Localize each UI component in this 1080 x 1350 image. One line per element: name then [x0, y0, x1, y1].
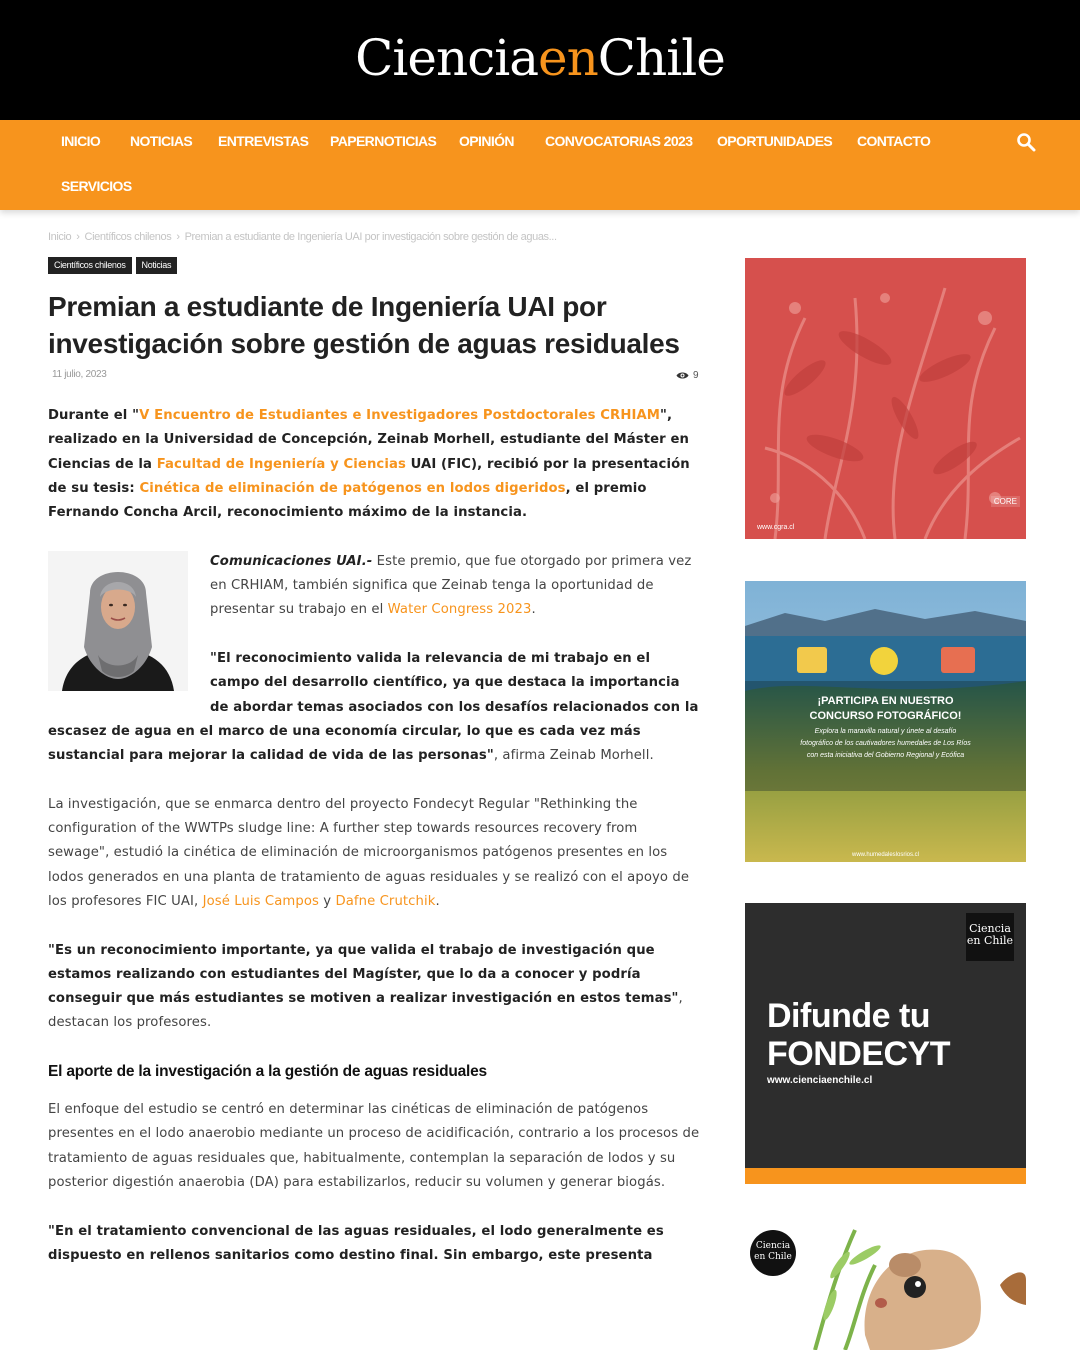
nav-item-inicio[interactable]: INICIO: [61, 133, 101, 149]
article-paragraph-4: "Es un reconocimiento importante, ya que valida el trabajo de investigación que estamos realizando con estudiantes del Magíster, que lo da a conocer y podría conseguir que más estudiantes se motiven a realizar investigación en estos temas", destacan los profesores.: [48, 942, 683, 1031]
sidebar-ad-difunde-fondecyt[interactable]: [745, 903, 1026, 1184]
breadcrumb-current: Premian a estudiante de Ingeniería UAI por investigación sobre gestión de aguas...: [184, 231, 557, 243]
nav-item-noticias[interactable]: NOTICIAS: [130, 133, 193, 149]
nav-item-oportunidades[interactable]: OPORTUNIDADES: [717, 133, 833, 149]
ad-body-3: con esta iniciativa del Gobierno Regional y Ecófica: [806, 752, 965, 759]
tag-cientificos-chilenos[interactable]: Científicos chilenos: [48, 257, 132, 274]
nav-item-servicios[interactable]: SERVICIOS: [61, 178, 132, 194]
link-facultad-ingenieria[interactable]: Facultad de Ingeniería y Ciencias: [156, 456, 406, 472]
ad-url: www.cienciaenchile.cl: [767, 1075, 873, 1086]
link-water-congress[interactable]: Water Congress 2023: [387, 602, 532, 618]
logo-region-los-rios: [797, 647, 827, 673]
breadcrumb: [48, 231, 557, 243]
link-jose-luis-campos[interactable]: José Luis Campos: [202, 893, 319, 909]
nav-item-contacto[interactable]: CONTACTO: [857, 133, 931, 149]
view-count: [676, 370, 699, 381]
ad-url: www.cgra.cl: [757, 524, 795, 531]
site-logo[interactable]: CienciaenChile: [355, 29, 725, 87]
breadcrumb-category[interactable]: Científicos chilenos: [84, 231, 172, 243]
cienciaenchile-logo: Ciencia en Chile: [966, 913, 1014, 961]
botanical-illustration: [745, 258, 1026, 539]
ad-url: www.humedaleslosrios.cl: [851, 852, 920, 858]
nav-item-papernoticias[interactable]: PAPERNOTICIAS: [330, 133, 437, 149]
ad-headline-2: FONDECYT: [767, 1035, 950, 1073]
article-body: [48, 404, 700, 1292]
category-tags: [48, 257, 177, 274]
ad-body-1: Explora la maravilla natural y únete al desafío: [814, 728, 957, 735]
link-tesis[interactable]: Cinética de eliminación de patógenos en lodos digeridos: [139, 480, 566, 496]
ad-brand-logo: CORE: [991, 496, 1020, 507]
link-dafne-crutchik[interactable]: Dafne Crutchik: [335, 893, 436, 909]
ad-body-2: fotográfico de los cautivadores humedales de Los Ríos: [800, 740, 971, 747]
eye-icon: [676, 371, 689, 380]
sidebar-ad-core[interactable]: [745, 258, 1026, 539]
view-count-value: 9: [693, 370, 699, 381]
logo-humedales-los-rios: [870, 647, 898, 675]
monito-del-monte-illustration: [745, 1225, 1026, 1350]
sidebar-ad-concurso-fotografico[interactable]: [745, 581, 1026, 862]
site-header: [0, 0, 1080, 120]
article-subheading: El aporte de la investigación a la gestión de aguas residuales: [48, 1063, 487, 1081]
article-paragraph-6: "En el tratamiento convencional de las aguas residuales, el lodo generalmente es dispuesto en rellenos sanitarios como destino final. Sin embargo, este presenta: [48, 1223, 664, 1263]
article-paragraph-3: La investigación, que se enmarca dentro del proyecto Fondecyt Regular "Rethinking the configuration of the WWTPs sludge line: A further step towards resources recovery from sewage", estudió la cinética de eliminación de microorganismos patógenos presentes en los lodos generados en una planta de tratamiento de aguas residuales y se realizó con el apoyo de los profesores FIC UAI, José Luis Campos y Dafne Crutchik.: [48, 796, 690, 909]
sidebar-ad-ciencia-animal[interactable]: [745, 1225, 1026, 1350]
article-paragraph-1: Comunicaciones UAI.- Este premio, que fue otorgado por primera vez en CRHIAM, también significa que Zeinab tenga la oportunidad de presentar su trabajo en el Water Congress 2023.: [210, 553, 692, 618]
tag-noticias[interactable]: Noticias: [136, 257, 178, 274]
ad-footer-bar: [745, 1168, 1026, 1184]
article-paragraph-5: El enfoque del estudio se centró en determinar las cinéticas de eliminación de patógenos presentes en el lodo anaerobio mediante un proceso de acidificación, contrario a los procesos de tratamiento de aguas residuales que, habitualmente, contemplan la separación de lodos y su posterior digestión anaerobia (DA) para estabilizarlos, reducir su volumen y generar biogás.: [48, 1102, 700, 1190]
link-encuentro-crhiam[interactable]: V Encuentro de Estudiantes e Investigadores Postdoctorales CRHIAM: [139, 408, 660, 423]
article-date: 11 julio, 2023: [52, 369, 107, 380]
article-lead: Durante el "V Encuentro de Estudiantes e Investigadores Postdoctorales CRHIAM", realizado en la Universidad de Concepción, Zeinab Morhell, estudiante del Máster en Ciencias de la Facultad de Ingeniería y Ciencias UAI (FIC), recibió por la presentación de su tesis: Cinética de eliminación de patógenos en lodos digeridos, el premio Fernando Concha Arcil, reconocimiento máximo de la instancia.: [48, 408, 690, 521]
ad-headline-2: CONCURSO FOTOGRÁFICO!: [809, 710, 962, 722]
breadcrumb-home[interactable]: Inicio: [48, 231, 72, 243]
logo-ecofica: [941, 647, 975, 673]
article-paragraph-2: "El reconocimiento valida la relevancia de mi trabajo en el campo del desarrollo científico, ya que destaca la importancia de abordar temas asociados con los desafíos relacionados con la escasez de agua en el marco de una economía circular, lo que es cada vez más sustancial para mejorar la calidad de vida de las personas", afirma Zeinab Morhell.: [48, 650, 699, 764]
nav-item-opinion[interactable]: OPINIÓN: [459, 133, 514, 149]
breadcrumb-separator: ›: [76, 231, 80, 243]
ad-headline-1: Difunde tu: [767, 997, 931, 1035]
nav-item-entrevistas[interactable]: ENTREVISTAS: [218, 133, 309, 149]
article-title: Premian a estudiante de Ingeniería UAI por investigación sobre gestión de aguas residuales: [48, 291, 680, 359]
main-nav: [0, 120, 1080, 210]
ad-headline-1: ¡PARTICIPA EN NUESTRO: [817, 695, 954, 707]
author-photo: [48, 551, 188, 691]
breadcrumb-separator: ›: [176, 231, 180, 243]
nav-item-convocatorias[interactable]: CONVOCATORIAS 2023: [545, 133, 693, 149]
search-icon[interactable]: [1016, 132, 1036, 152]
cienciaenchile-logo: Ciencia en Chile: [750, 1230, 796, 1276]
